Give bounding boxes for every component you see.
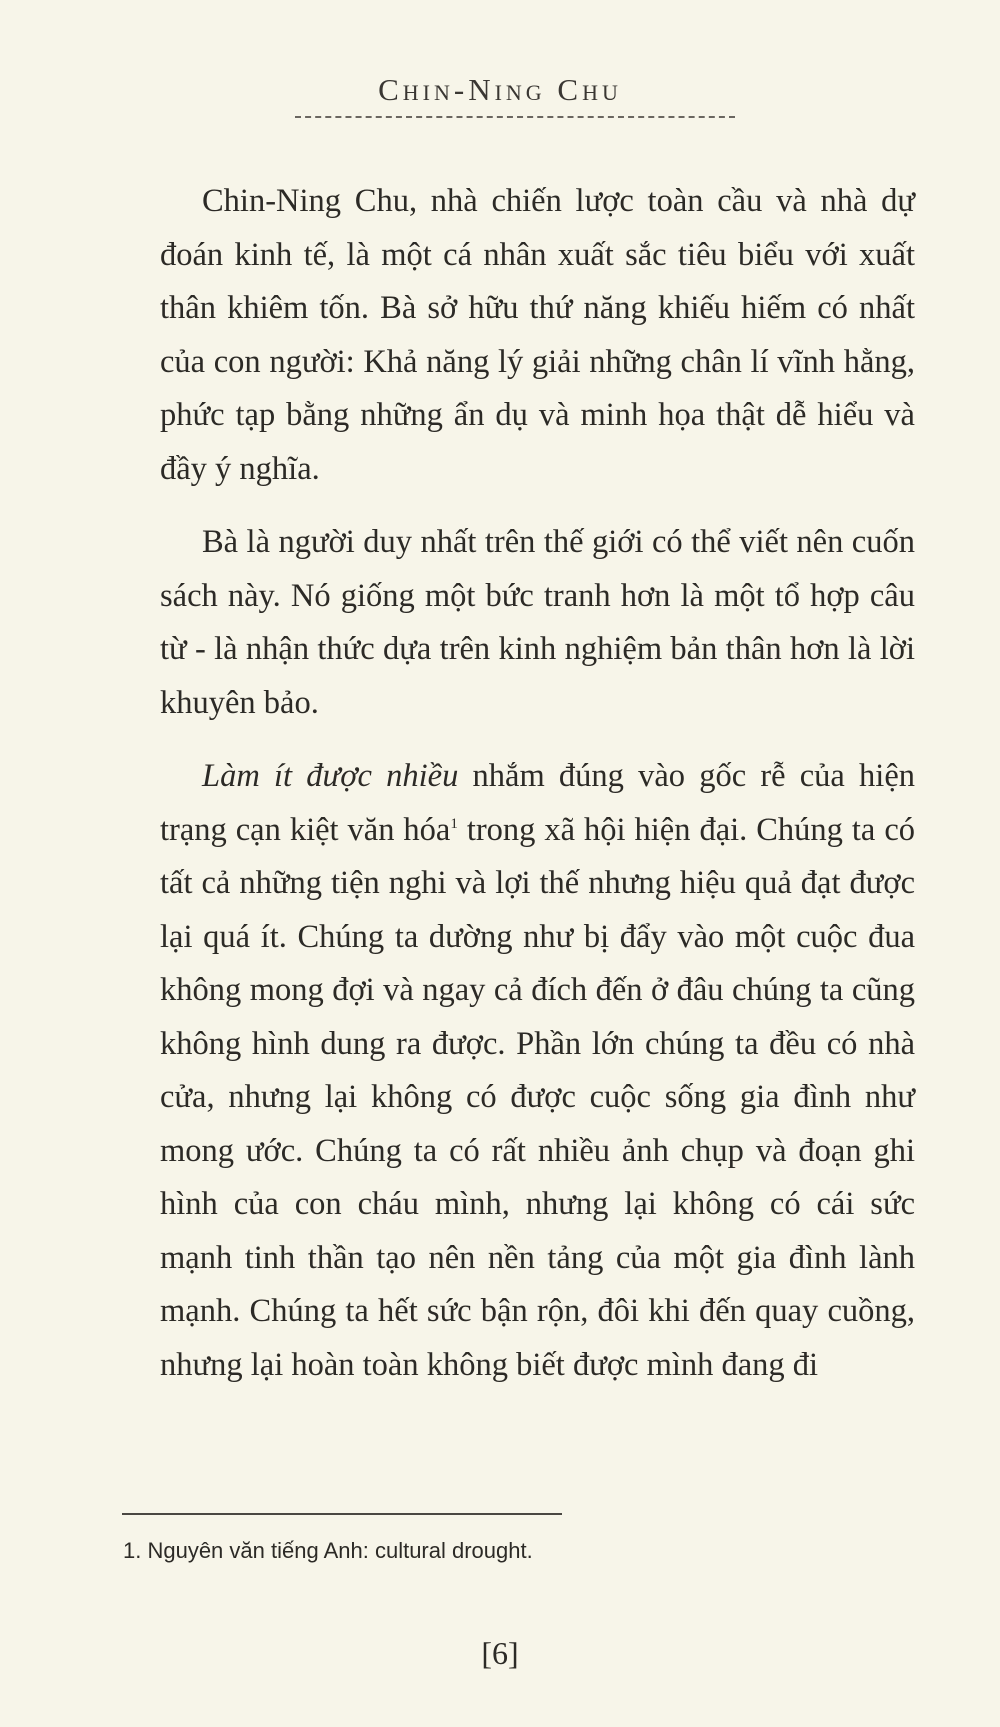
paragraph-1-text: Chin-Ning Chu, nhà chiến lược toàn cầu và nhà dự đoán kinh tế, là một cá nhân xuất sắc tiêu biểu với xuất thân khiêm tốn. Bà sở hữu thứ năng khiếu hiếm có nhất của con người: Khả năng lý giải những chân lí vĩnh hằng, phức tạp bằng những ẩn dụ và minh họa thật dễ hiểu và đầy ý nghĩa. <box>160 183 915 487</box>
running-head-dashed-rule <box>295 116 735 118</box>
paragraph-3 <box>160 750 915 1392</box>
paragraph-2 <box>160 516 915 730</box>
running-head: Chin-Ning Chu <box>378 72 622 107</box>
paragraph-3-text-before-note: nhắm đúng vào gốc rễ của hiện trạng cạn kiệt văn hóa <box>160 758 915 848</box>
body-text <box>160 175 915 1412</box>
book-title-italic: Làm ít được nhiều <box>202 758 459 794</box>
footnote: 1. Nguyên văn tiếng Anh: cultural drought. <box>123 1538 533 1563</box>
paragraph-3-text-after-note: trong xã hội hiện đại. Chúng ta có tất cả những tiện nghi và lợi thế nhưng hiệu quả đạt được lại quá ít. Chúng ta dường như bị đẩy vào một cuộc đua không mong đợi và ngay cả đích đến ở đâu chúng ta cũng không hình dung ra được. Phần lớn chúng ta đều có nhà cửa, nhưng lại không có được cuộc sống gia đình như mong ước. Chúng ta có rất nhiều ảnh chụp và đoạn ghi hình của con cháu mình, nhưng lại không có cái sức mạnh tinh thần tạo nên nền tảng của một gia đình lành mạnh. Chúng ta hết sức bận rộn, đôi khi đến quay cuồng, nhưng lại hoàn toàn không biết được mình đang đi <box>160 811 915 1383</box>
footnote-separator <box>122 1513 562 1515</box>
paragraph-1 <box>160 175 915 496</box>
paragraph-2-text: Bà là người duy nhất trên thế giới có thể viết nên cuốn sách này. Nó giống một bức tranh hơn là một tổ hợp câu từ - là nhận thức dựa trên kinh nghiệm bản thân hơn là lời khuyên bảo. <box>160 524 915 721</box>
page-number: [6] <box>481 1635 519 1671</box>
footnote-marker: 1 <box>450 815 458 832</box>
